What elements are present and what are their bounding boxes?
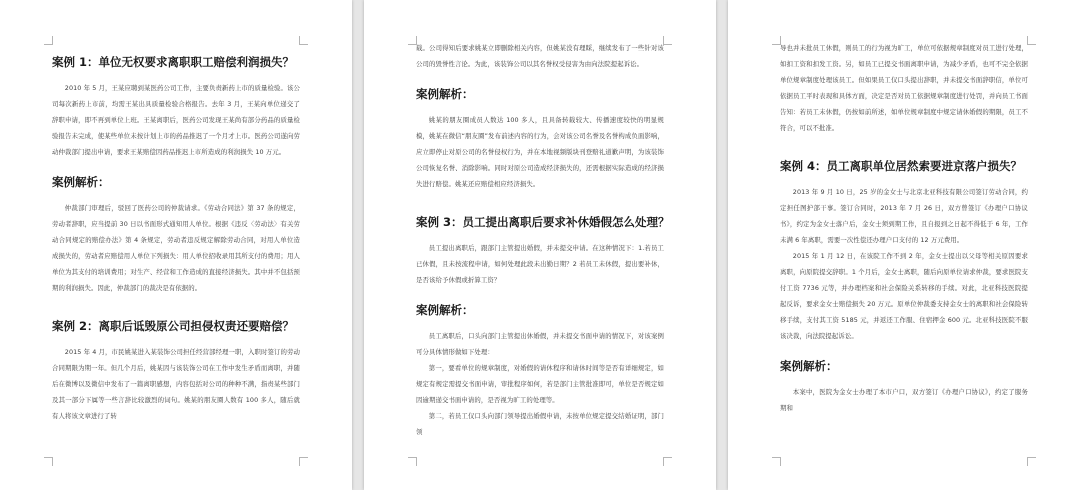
case-heading: 案例 4：员工离职单位居然索要进京落户损失？ bbox=[780, 159, 1023, 173]
margin-corner-mark bbox=[1027, 457, 1036, 466]
body-paragraph: 2015 年 4 月，市民姚某进入某装饰公司担任经营部经理一职，入职时签订的劳动合同期限为期一年。但几个月后，姚某因与该装饰公司在工作中发生矛盾而离职，并随后在微博以及微信中发布了一篇离职感想，内容包括对公司的种种不满，指责某些部门及其一部分下属等一些言辞比较激烈的词句。姚某的朋友圈人数有 100 多人，随后就有人将该文章进行了转 bbox=[52, 348, 300, 420]
body-paragraph: 本案中，医院为金女士办理了本市户口，双方签订《办理户口协议》，约定了服务期和 bbox=[780, 388, 1028, 412]
page-content bbox=[52, 40, 300, 424]
body-paragraph: 导也并未批员工休假，则员工的行为视为旷工，单位可依据规章制度对员工进行处理，如扣工资和扣发工资。另，如员工已提交书面离职申请，为减少矛盾，也可不完全依据单位规章制度处理该员工。但如果员工仅口头提出辞职，并未提交书面辞职信，单位可依据员工平时表现和具体方面，决定是否对员工依据规章制度进行处罚，并向员工书面告知：若员工未休假，仍按如前所述，如单位规章制度中规定请休婚假的期限，员工不符合，可以不批准。 bbox=[780, 44, 1028, 132]
case-heading: 案例 1：单位无权要求离职职工赔偿利润损失？ bbox=[52, 55, 295, 69]
analysis-heading: 案例解析： bbox=[416, 303, 474, 317]
margin-corner-mark bbox=[299, 36, 308, 45]
case-heading: 案例 2：离职后诋毁原公司担侵权责还要赔偿？ bbox=[52, 319, 295, 333]
margin-corner-mark bbox=[44, 457, 53, 466]
body-paragraph: 员工提出离职后，跟部门主管提出婚假，并未提交申请。在这种情况下：1.若员工已休假，且未按流程申请，如何处理此段未出勤日期？2 若员工未休假，提出要补休，是否该给予休假或折算工资？ bbox=[416, 244, 664, 284]
document-page-2 bbox=[364, 0, 716, 490]
margin-corner-mark bbox=[772, 457, 781, 466]
margin-corner-mark bbox=[1027, 36, 1036, 45]
analysis-heading: 案例解析： bbox=[780, 359, 838, 373]
margin-corner-mark bbox=[299, 457, 308, 466]
page-content bbox=[780, 40, 1028, 416]
case-heading: 案例 3：员工提出离职后要求补休婚假怎么处理？ bbox=[416, 215, 670, 229]
body-paragraph: 仲裁部门审理后，驳回了医药公司的仲裁请求。《劳动合同法》第 37 条的规定，劳动者辞职，应当提前 30 日以书面形式通知用人单位。根据《违反〈劳动法〉有关劳动合同规定的赔偿办法》第 4 条规定，劳动者违反规定解除劳动合同，对用人单位造成损失的，劳动者应赔偿用人单位下列损失：用人单位招收录用其所支付的费用；用人单位为其支付的培训费用；对生产、经营和工作造成的直接经济损失。其中并不包括预期的利润损失。因此，仲裁部门的裁决是有依据的。 bbox=[52, 204, 300, 292]
analysis-heading: 案例解析： bbox=[416, 87, 474, 101]
document-page-3 bbox=[728, 0, 1080, 490]
margin-corner-mark bbox=[408, 457, 417, 466]
page-content bbox=[416, 40, 670, 440]
body-paragraph: 第二，若员工仅口头向部门领导提出婚假申请，未按单位规定提交结婚证明，部门领 bbox=[416, 412, 664, 436]
margin-corner-mark bbox=[663, 36, 672, 45]
body-paragraph: 姚某的朋友圈成员人数达 100 多人，且具备转载较大、传播速度较快的明显规模，姚某在微信“朋友圈”发布前述内容的行为，会对该公司名誉及名誉构成负面影响，应立即停止对原公司的名誉侵权行为，并在本地视频版块刊登赔礼道歉声明，为该装饰公司恢复名誉、消除影响。同时对原公司造成经济损失的，还需根据实际造成的经济损失进行赔偿。姚某还应赔偿相应经济损失。 bbox=[416, 116, 664, 188]
body-paragraph: 第一，要看单位的规章制度，对婚假的请休程序和请休时间等是否有详细规定，如规定有规定需提交书面申请，审批程序如何，若是部门主管批准即可，单位是否规定如因逾期递交书面申请的，是否视为旷工的处理等。 bbox=[416, 364, 664, 404]
body-paragraph: 员工离职后，口头向部门主管提出休婚假，并未提交书面申请的情况下，对该案例可分具体情形做如下处理： bbox=[416, 332, 664, 356]
body-paragraph: 2015 年 1 月 12 日，在该院工作不到 2 年，金女士提出以父母等相关原因要求离职，向原院提交辞职。1 个月后，金女士离职，随后向原单位请求仲裁，要求医院支付工资 7736 元等，并办理档案和社会保险关系转移的手续。对此，北亚科技医院提起反诉，要求金女士赔偿损失 20 万元。原单位仲裁委支持金女士的离职和社会保险转移手续，支付其工资 5185 元，并返还工作服、住宿押金 600 元。北亚科技医院不服该决裁，向法院提起诉讼。 bbox=[780, 252, 1028, 340]
body-paragraph: 2010 年 5 月，王某应聘到某医药公司工作，主要负责新药上市的质量检验。该公司每次新药上市前，均需王某出具质量检验合格报告。去年 3 月，王某向单位递交了辞职申请，即不再到单位上班。王某离职后，医药公司发现王某尚有部分药品的质量检验报告未完成，使某些单位未按计划上市的药品推迟了一个月才上市。医药公司遂向劳动仲裁部门提出申请，要求王某赔偿因药品推迟上市所造成的利润损失 10 万元。 bbox=[52, 84, 300, 156]
body-paragraph: 载。公司得知后要求姚某立即删除相关内容，但姚某没有理睬，继续发布了一些针对该公司的毁誉性言论。为此，该装饰公司以其名誉权受侵害为由向法院提起诉讼。 bbox=[416, 44, 664, 68]
margin-corner-mark bbox=[663, 457, 672, 466]
body-paragraph: 2013 年 9 月 10 日，25 岁的金女士与北京北亚科技有限公司签订劳动合同，约定担任图护部干事。签订合同时，2013 年 7 月 26 日，双方曾签订《办理户口协议书》，约定为金女士落户后，金女士须到期工作，且自报到之日起不得低于 6 年，工作未满 6 年离职，需要一次性偿还办理户口支付的 12 万元费用。 bbox=[780, 188, 1028, 244]
document-page-1 bbox=[0, 0, 352, 490]
analysis-heading: 案例解析： bbox=[52, 175, 110, 189]
